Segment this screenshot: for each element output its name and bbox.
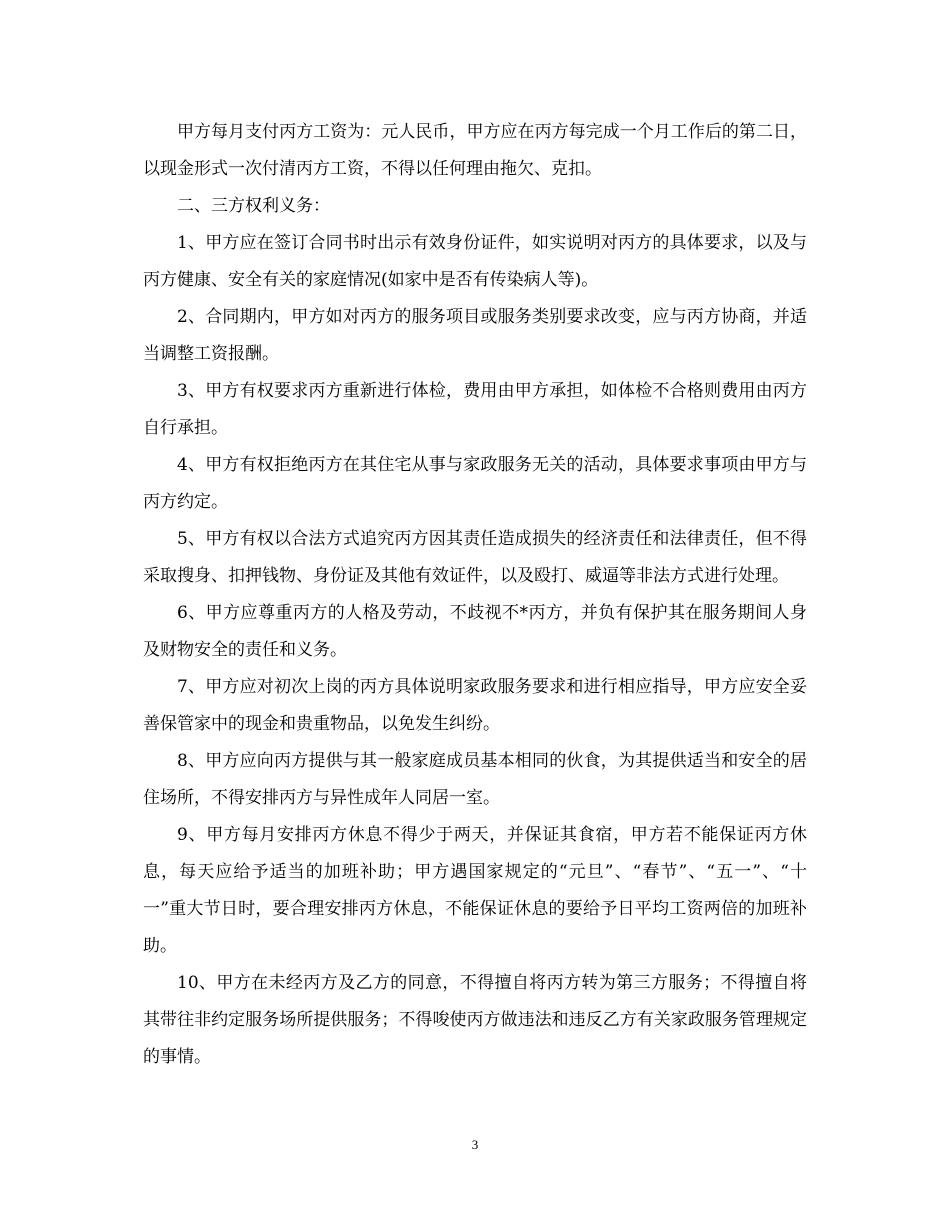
clause-7: 7、甲方应对初次上岗的丙方具体说明家政服务要求和进行相应指导，甲方应安全妥善保管家中的现金和贵重物品，以免发生纠纷。 (143, 677, 807, 734)
clause-8: 8、甲方应向丙方提供与其一般家庭成员基本相同的伙食，为其提供适当和安全的居住场所，不得安排丙方与异性成年人同居一室。 (143, 751, 807, 808)
clause-2: 2、合同期内，甲方如对丙方的服务项目或服务类别要求改变，应与丙方协商，并适当调整工资报酬。 (143, 307, 807, 364)
clause-1: 1、甲方应在签订合同书时出示有效身份证件，如实说明对丙方的具体要求，以及与丙方健康、安全有关的家庭情况(如家中是否有传染病人等)。 (143, 233, 807, 290)
page-number: 3 (471, 1137, 479, 1152)
section-heading-rights-obligations: 二、三方权利义务： (177, 196, 330, 216)
clause-5: 5、甲方有权以合法方式追究丙方因其责任造成损失的经济责任和法律责任，但不得采取搜身、扣押钱物、身份证及其他有效证件，以及殴打、威逼等非法方式进行处理。 (143, 529, 807, 586)
clause-10: 10、甲方在未经丙方及乙方的同意，不得擅自将丙方转为第三方服务；不得擅自将其带往非约定服务场所提供服务；不得唆使丙方做违法和违反乙方有关家政服务管理规定的事情。 (143, 973, 807, 1067)
clause-6: 6、甲方应尊重丙方的人格及劳动，不歧视不*丙方，并负有保护其在服务期间人身及财物安全的责任和义务。 (143, 603, 807, 660)
clause-9: 9、甲方每月安排丙方休息不得少于两天，并保证其食宿，甲方若不能保证丙方休息，每天应给予适当的加班补助；甲方遇国家规定的“元旦”、“春节”、“五一”、“十一”重大节日时，要合理安排丙方休息，不能保证休息的要给予日平均工资两倍的加班补助。 (143, 825, 807, 956)
clause-3: 3、甲方有权要求丙方重新进行体检，费用由甲方承担，如体检不合格则费用由丙方自行承担。 (143, 381, 807, 438)
paragraph-salary-payment: 甲方每月支付丙方工资为：元人民币，甲方应在丙方每完成一个月工作后的第二日，以现金形式一次付清丙方工资，不得以任何理由拖欠、克扣。 (143, 122, 807, 179)
document-body (143, 114, 807, 1076)
clause-4: 4、甲方有权拒绝丙方在其住宅从事与家政服务无关的活动，具体要求事项由甲方与丙方约定。 (143, 455, 807, 512)
